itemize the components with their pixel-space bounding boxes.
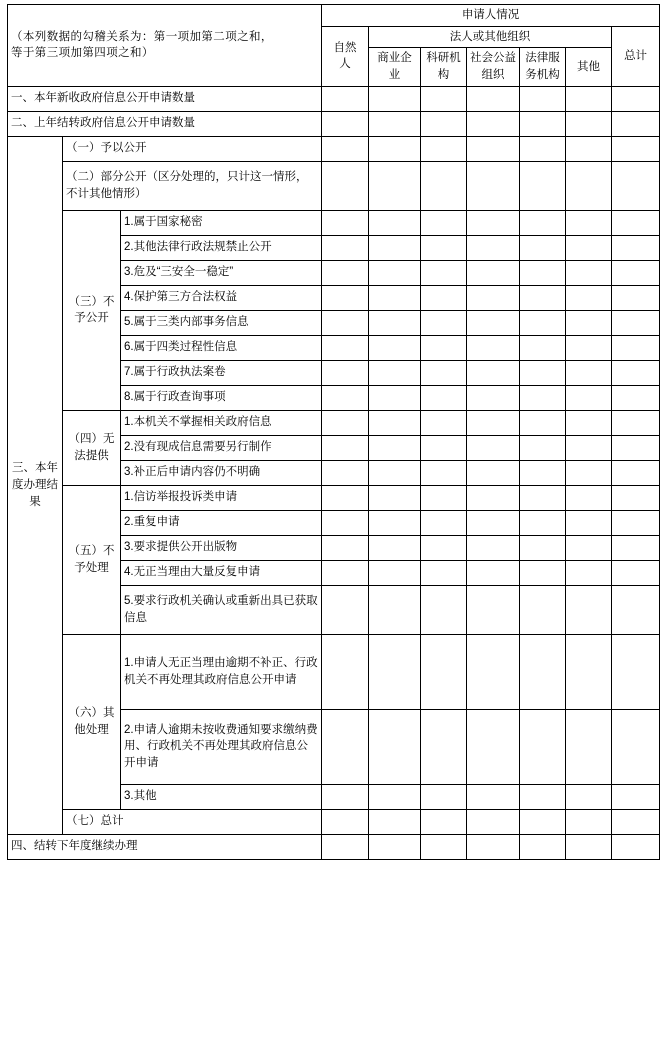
cell-other[interactable] (566, 709, 612, 784)
cell-commercial[interactable] (369, 260, 421, 285)
cell-welfare[interactable] (467, 485, 520, 510)
cell-research[interactable] (421, 360, 467, 385)
sub-label-not-processed: （五）不予处理 (63, 485, 121, 634)
cell-research[interactable] (421, 435, 467, 460)
cell-commercial[interactable] (369, 285, 421, 310)
column-legal-service-org: 法律服务机构 (520, 48, 566, 86)
cell-research[interactable] (421, 535, 467, 560)
cell-commercial[interactable] (369, 335, 421, 360)
cell-commercial[interactable] (369, 485, 421, 510)
cell-legal-service[interactable] (520, 410, 566, 435)
column-research-institution: 科研机构 (421, 48, 467, 86)
cell-total[interactable] (612, 235, 660, 260)
cell-total[interactable] (612, 360, 660, 385)
item-label: 8.属于行政查询事项 (121, 385, 322, 410)
cell-research[interactable] (421, 310, 467, 335)
cell-legal-service[interactable] (520, 210, 566, 235)
cell-welfare[interactable] (467, 260, 520, 285)
cell-other[interactable] (566, 385, 612, 410)
sub-label-partially-disclosed: （二）部分公开（区分处理的，只计这一情形，不计其他情形） (63, 161, 322, 210)
cell-legal-service[interactable] (520, 435, 566, 460)
column-natural-person: 自然人 (322, 26, 369, 86)
item-label: 5.属于三类内部事务信息 (121, 310, 322, 335)
cell-natural-person[interactable] (322, 410, 369, 435)
cell-legal-service[interactable] (520, 310, 566, 335)
government-information-disclosure-form (0, 4, 666, 1058)
cell-welfare[interactable] (467, 560, 520, 585)
cell-legal-service[interactable] (520, 510, 566, 535)
cell-legal-service[interactable] (520, 161, 566, 210)
cell-welfare[interactable] (467, 809, 520, 834)
cell-research[interactable] (421, 210, 467, 235)
cell-research[interactable] (421, 136, 467, 161)
cell-welfare[interactable] (467, 335, 520, 360)
item-label: 2.重复申请 (121, 510, 322, 535)
row-label-carried-over: 二、上年结转政府信息公开申请数量 (8, 111, 322, 136)
cell-natural-person[interactable] (322, 535, 369, 560)
cell-total[interactable] (612, 809, 660, 834)
cell-total[interactable] (612, 136, 660, 161)
cell-natural-person[interactable] (322, 485, 369, 510)
cell-other[interactable] (566, 86, 612, 111)
cell-other[interactable] (566, 510, 612, 535)
cell-legal-service[interactable] (520, 485, 566, 510)
column-social-welfare-org: 社会公益组织 (467, 48, 520, 86)
cell-other[interactable] (566, 136, 612, 161)
cell-other[interactable] (566, 485, 612, 510)
cell-research[interactable] (421, 86, 467, 111)
item-label: 6.属于四类过程性信息 (121, 335, 322, 360)
cell-legal-service[interactable] (520, 360, 566, 385)
cell-other[interactable] (566, 210, 612, 235)
cell-natural-person[interactable] (322, 834, 369, 859)
item-label: 4.保护第三方合法权益 (121, 285, 322, 310)
cell-research[interactable] (421, 285, 467, 310)
cell-total[interactable] (612, 335, 660, 360)
cell-research[interactable] (421, 385, 467, 410)
cell-other[interactable] (566, 784, 612, 809)
cell-total[interactable] (612, 460, 660, 485)
row-label-carry-forward: 四、结转下年度继续办理 (8, 834, 322, 859)
cell-welfare[interactable] (467, 310, 520, 335)
cell-legal-service[interactable] (520, 535, 566, 560)
cell-legal-service[interactable] (520, 385, 566, 410)
cell-natural-person[interactable] (322, 510, 369, 535)
cell-other[interactable] (566, 410, 612, 435)
cell-total[interactable] (612, 510, 660, 535)
cell-other[interactable] (566, 560, 612, 585)
cell-legal-service[interactable] (520, 285, 566, 310)
cell-commercial[interactable] (369, 634, 421, 709)
cell-total[interactable] (612, 560, 660, 585)
cell-welfare[interactable] (467, 285, 520, 310)
cell-legal-service[interactable] (520, 235, 566, 260)
cell-commercial[interactable] (369, 510, 421, 535)
item-label: 2.申请人逾期未按收费通知要求缴纳费用、行政机关不再处理其政府信息公开申请 (121, 709, 322, 784)
cell-total[interactable] (612, 410, 660, 435)
cell-total[interactable] (612, 86, 660, 111)
table-row (8, 834, 660, 859)
column-legal-group-header: 法人或其他组织 (369, 26, 612, 48)
cell-commercial[interactable] (369, 136, 421, 161)
item-label: 3.危及“三安全一稳定” (121, 260, 322, 285)
cell-welfare[interactable] (467, 510, 520, 535)
cell-total[interactable] (612, 585, 660, 634)
cell-total[interactable] (612, 784, 660, 809)
cell-total[interactable] (612, 210, 660, 235)
item-label: 3.要求提供公开出版物 (121, 535, 322, 560)
table-row (8, 86, 660, 111)
sub-label-not-disclosed: （三）不予公开 (63, 210, 121, 410)
cell-welfare[interactable] (467, 210, 520, 235)
cell-commercial[interactable] (369, 360, 421, 385)
cell-natural-person[interactable] (322, 460, 369, 485)
cell-other[interactable] (566, 335, 612, 360)
cell-natural-person[interactable] (322, 235, 369, 260)
cell-natural-person[interactable] (322, 784, 369, 809)
table-row (8, 111, 660, 136)
cell-legal-service[interactable] (520, 809, 566, 834)
cell-legal-service[interactable] (520, 460, 566, 485)
cell-commercial[interactable] (369, 435, 421, 460)
cell-legal-service[interactable] (520, 634, 566, 709)
item-label: 2.没有现成信息需要另行制作 (121, 435, 322, 460)
cell-natural-person[interactable] (322, 161, 369, 210)
table-row (8, 210, 660, 235)
cell-commercial[interactable] (369, 385, 421, 410)
cell-welfare[interactable] (467, 460, 520, 485)
cell-other[interactable] (566, 260, 612, 285)
cell-research[interactable] (421, 784, 467, 809)
cell-commercial[interactable] (369, 111, 421, 136)
cell-natural-person[interactable] (322, 709, 369, 784)
cell-total[interactable] (612, 634, 660, 709)
sub-label-disclosed: （一）予以公开 (63, 136, 322, 161)
cell-welfare[interactable] (467, 360, 520, 385)
cell-commercial[interactable] (369, 560, 421, 585)
note-line-1: （本列数据的勾稽关系为：第一项加第二项之和， (11, 30, 273, 43)
prefix-note-cell (8, 5, 322, 87)
cell-natural-person[interactable] (322, 360, 369, 385)
cell-research[interactable] (421, 709, 467, 784)
header-row-1 (8, 5, 660, 27)
cell-other[interactable] (566, 809, 612, 834)
item-label: 4.无正当理由大量反复申请 (121, 560, 322, 585)
cell-legal-service[interactable] (520, 86, 566, 111)
cell-research[interactable] (421, 460, 467, 485)
cell-other[interactable] (566, 111, 612, 136)
cell-commercial[interactable] (369, 535, 421, 560)
cell-total[interactable] (612, 385, 660, 410)
cell-commercial[interactable] (369, 310, 421, 335)
cell-commercial[interactable] (369, 834, 421, 859)
table-row (8, 136, 660, 161)
column-total: 总计 (612, 26, 660, 86)
cell-other[interactable] (566, 585, 612, 634)
cell-other[interactable] (566, 235, 612, 260)
cell-commercial[interactable] (369, 460, 421, 485)
cell-natural-person[interactable] (322, 385, 369, 410)
cell-research[interactable] (421, 809, 467, 834)
cell-natural-person[interactable] (322, 210, 369, 235)
cell-other[interactable] (566, 460, 612, 485)
cell-natural-person[interactable] (322, 335, 369, 360)
item-label: 1.属于国家秘密 (121, 210, 322, 235)
cell-research[interactable] (421, 834, 467, 859)
cell-welfare[interactable] (467, 111, 520, 136)
cell-research[interactable] (421, 235, 467, 260)
cell-research[interactable] (421, 510, 467, 535)
cell-legal-service[interactable] (520, 335, 566, 360)
item-label: 3.补正后申请内容仍不明确 (121, 460, 322, 485)
item-label: 5.要求行政机关确认或重新出具已获取信息 (121, 585, 322, 634)
cell-commercial[interactable] (369, 809, 421, 834)
cell-welfare[interactable] (467, 585, 520, 634)
cell-other[interactable] (566, 310, 612, 335)
cell-commercial[interactable] (369, 235, 421, 260)
cell-natural-person[interactable] (322, 285, 369, 310)
cell-welfare[interactable] (467, 535, 520, 560)
cell-natural-person[interactable] (322, 809, 369, 834)
cell-total[interactable] (612, 709, 660, 784)
cell-research[interactable] (421, 260, 467, 285)
cell-total[interactable] (612, 435, 660, 460)
cell-natural-person[interactable] (322, 260, 369, 285)
cell-other[interactable] (566, 435, 612, 460)
cell-other[interactable] (566, 161, 612, 210)
item-label: 3.其他 (121, 784, 322, 809)
cell-welfare[interactable] (467, 161, 520, 210)
table-row (8, 809, 660, 834)
cell-welfare[interactable] (467, 235, 520, 260)
cell-research[interactable] (421, 410, 467, 435)
cell-legal-service[interactable] (520, 560, 566, 585)
cell-total[interactable] (612, 111, 660, 136)
item-label: 1.申请人无正当理由逾期不补正、行政机关不再处理其政府信息公开申请 (121, 634, 322, 709)
cell-other[interactable] (566, 360, 612, 385)
cell-welfare[interactable] (467, 435, 520, 460)
sub-label-subtotal: （七）总计 (63, 809, 322, 834)
item-label: 1.信访举报投诉类申请 (121, 485, 322, 510)
table-row (8, 161, 660, 210)
cell-research[interactable] (421, 111, 467, 136)
cell-welfare[interactable] (467, 634, 520, 709)
cell-welfare[interactable] (467, 784, 520, 809)
cell-research[interactable] (421, 485, 467, 510)
item-label: 1.本机关不掌握相关政府信息 (121, 410, 322, 435)
cell-total[interactable] (612, 535, 660, 560)
cell-other[interactable] (566, 535, 612, 560)
cell-commercial[interactable] (369, 784, 421, 809)
cell-total[interactable] (612, 285, 660, 310)
cell-commercial[interactable] (369, 709, 421, 784)
cell-welfare[interactable] (467, 136, 520, 161)
table-row (8, 485, 660, 510)
cell-legal-service[interactable] (520, 136, 566, 161)
cell-natural-person[interactable] (322, 310, 369, 335)
cell-other[interactable] (566, 634, 612, 709)
cell-welfare[interactable] (467, 410, 520, 435)
cell-welfare[interactable] (467, 86, 520, 111)
cell-commercial[interactable] (369, 410, 421, 435)
applicant-group-header: 申请人情况 (322, 5, 660, 27)
cell-total[interactable] (612, 260, 660, 285)
cell-commercial[interactable] (369, 86, 421, 111)
cell-commercial[interactable] (369, 161, 421, 210)
cell-total[interactable] (612, 485, 660, 510)
table-row (8, 634, 660, 709)
cell-research[interactable] (421, 634, 467, 709)
cell-natural-person[interactable] (322, 111, 369, 136)
cell-research[interactable] (421, 335, 467, 360)
note-line-2: 等于第三项加第四项之和） (11, 47, 154, 60)
column-other: 其他 (566, 48, 612, 86)
cell-legal-service[interactable] (520, 784, 566, 809)
cell-welfare[interactable] (467, 385, 520, 410)
cell-total[interactable] (612, 310, 660, 335)
cell-research[interactable] (421, 585, 467, 634)
cell-welfare[interactable] (467, 709, 520, 784)
cell-legal-service[interactable] (520, 709, 566, 784)
cell-commercial[interactable] (369, 210, 421, 235)
cell-natural-person[interactable] (322, 435, 369, 460)
cell-legal-service[interactable] (520, 111, 566, 136)
section-label-processing-results: 三、本年度办理结果 (8, 136, 63, 834)
cell-legal-service[interactable] (520, 585, 566, 634)
cell-natural-person[interactable] (322, 560, 369, 585)
cell-other[interactable] (566, 834, 612, 859)
sub-label-unable-to-provide: （四）无法提供 (63, 410, 121, 485)
cell-legal-service[interactable] (520, 260, 566, 285)
cell-welfare[interactable] (467, 834, 520, 859)
cell-legal-service[interactable] (520, 834, 566, 859)
cell-total[interactable] (612, 834, 660, 859)
cell-research[interactable] (421, 161, 467, 210)
item-label: 2.其他法律行政法规禁止公开 (121, 235, 322, 260)
cell-natural-person[interactable] (322, 634, 369, 709)
cell-research[interactable] (421, 560, 467, 585)
cell-total[interactable] (612, 161, 660, 210)
cell-natural-person[interactable] (322, 86, 369, 111)
form-table (7, 4, 660, 860)
cell-natural-person[interactable] (322, 585, 369, 634)
column-commercial-enterprise: 商业企业 (369, 48, 421, 86)
sub-label-other-handling: （六）其他处理 (63, 634, 121, 809)
row-label-new-applications: 一、本年新收政府信息公开申请数量 (8, 86, 322, 111)
cell-natural-person[interactable] (322, 136, 369, 161)
cell-other[interactable] (566, 285, 612, 310)
table-row (8, 410, 660, 435)
cell-commercial[interactable] (369, 585, 421, 634)
item-label: 7.属于行政执法案卷 (121, 360, 322, 385)
